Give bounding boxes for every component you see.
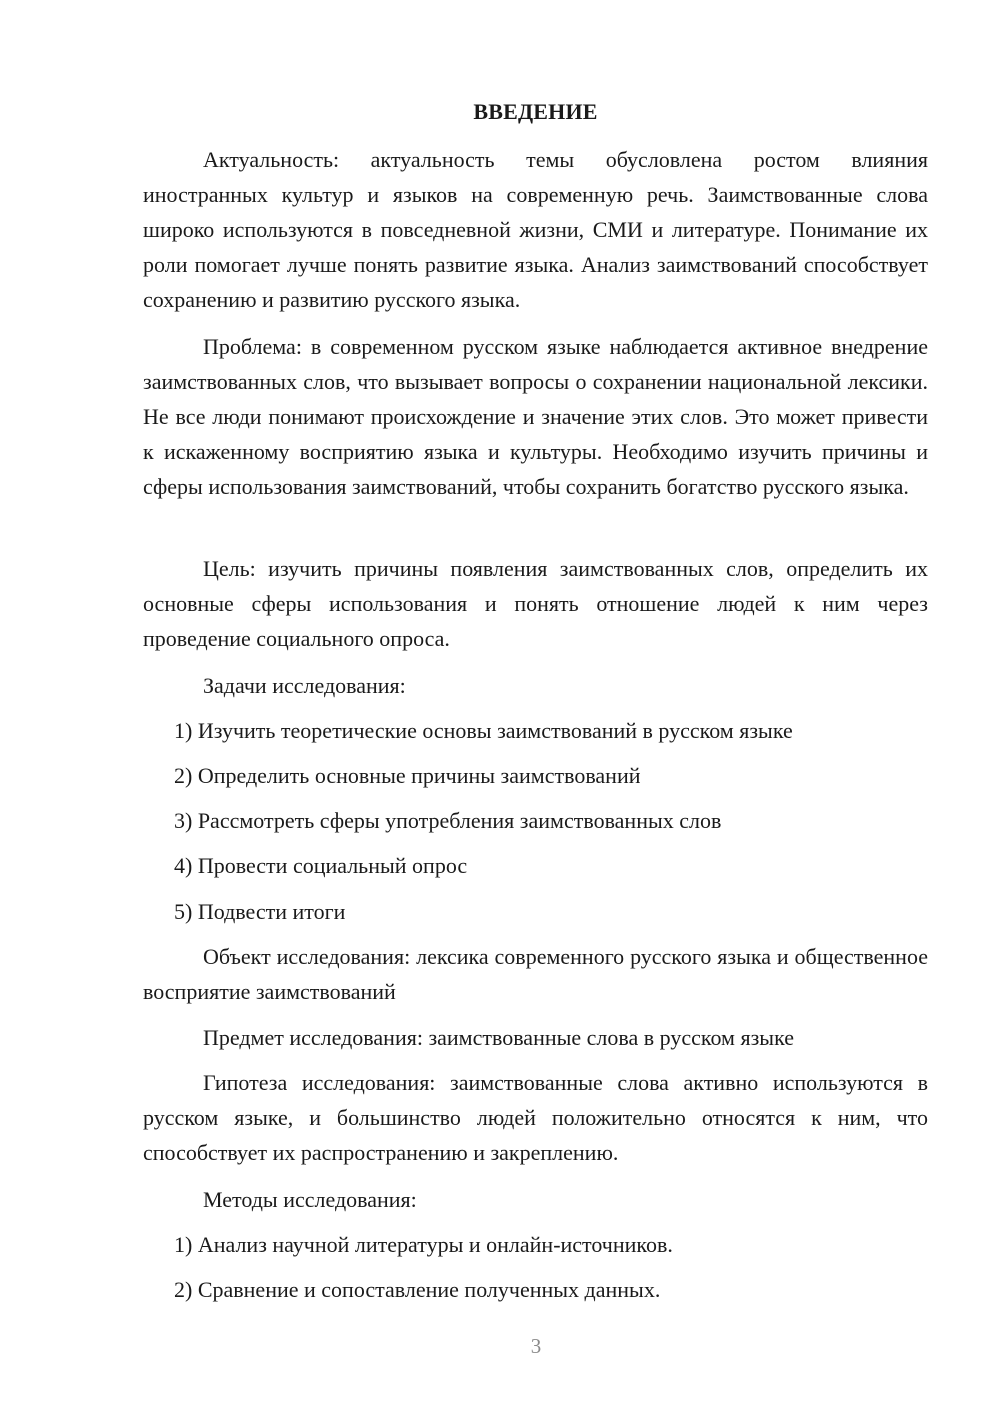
page-number: 3 <box>530 1334 542 1358</box>
problem-paragraph: Проблема: в современном русском языке наблюдается активное внедрение заимствованных слов, что вызывает вопросы о сохранении национальной лексики. Не все люди понимают происхождение и значение этих слов. Это может привести к искаженному восприятию языка и культуры. Необходимо изучить причины и сферы использования заимствований, чтобы сохранить богатство русского языка. <box>143 334 928 499</box>
page-title: ВВЕДЕНИЕ <box>473 99 598 124</box>
goal-paragraph: Цель: изучить причины появления заимствованных слов, определить их основные сферы использования и понять отношение людей к ним через проведение социального опроса. <box>143 556 928 651</box>
list-item: 2) Определить основные причины заимствований <box>174 763 641 788</box>
methods-heading: Методы исследования: <box>203 1187 417 1212</box>
list-item: 5) Подвести итоги <box>174 899 346 924</box>
list-item: 4) Провести социальный опрос <box>174 853 468 878</box>
list-item: 1) Изучить теоретические основы заимствований в русском языке <box>174 718 793 743</box>
list-item: 1) Анализ научной литературы и онлайн-источников. <box>174 1232 673 1257</box>
list-item: 2) Сравнение и сопоставление полученных данных. <box>174 1277 661 1302</box>
subject-line: Предмет исследования: заимствованные слова в русском языке <box>203 1025 794 1050</box>
list-item: 3) Рассмотреть сферы употребления заимствованных слов <box>174 808 722 833</box>
object-paragraph: Объект исследования: лексика современного русского языка и общественное восприятие заимствований <box>143 944 928 1004</box>
tasks-heading: Задачи исследования: <box>203 673 406 698</box>
relevance-paragraph: Актуальность: актуальность темы обусловлена ростом влияния иностранных культур и языков на современную речь. Заимствованные слова широко используются в повседневной жизни, СМИ и литературе. Понимание их роли помогает лучше понять развитие языка. Анализ заимствований способствует сохранению и развитию русского языка. <box>143 147 928 312</box>
hypothesis-paragraph: Гипотеза исследования: заимствованные слова активно используются в русском языке, и большинство людей положительно относятся к ним, что способствует их распространению и закреплению. <box>143 1070 928 1165</box>
